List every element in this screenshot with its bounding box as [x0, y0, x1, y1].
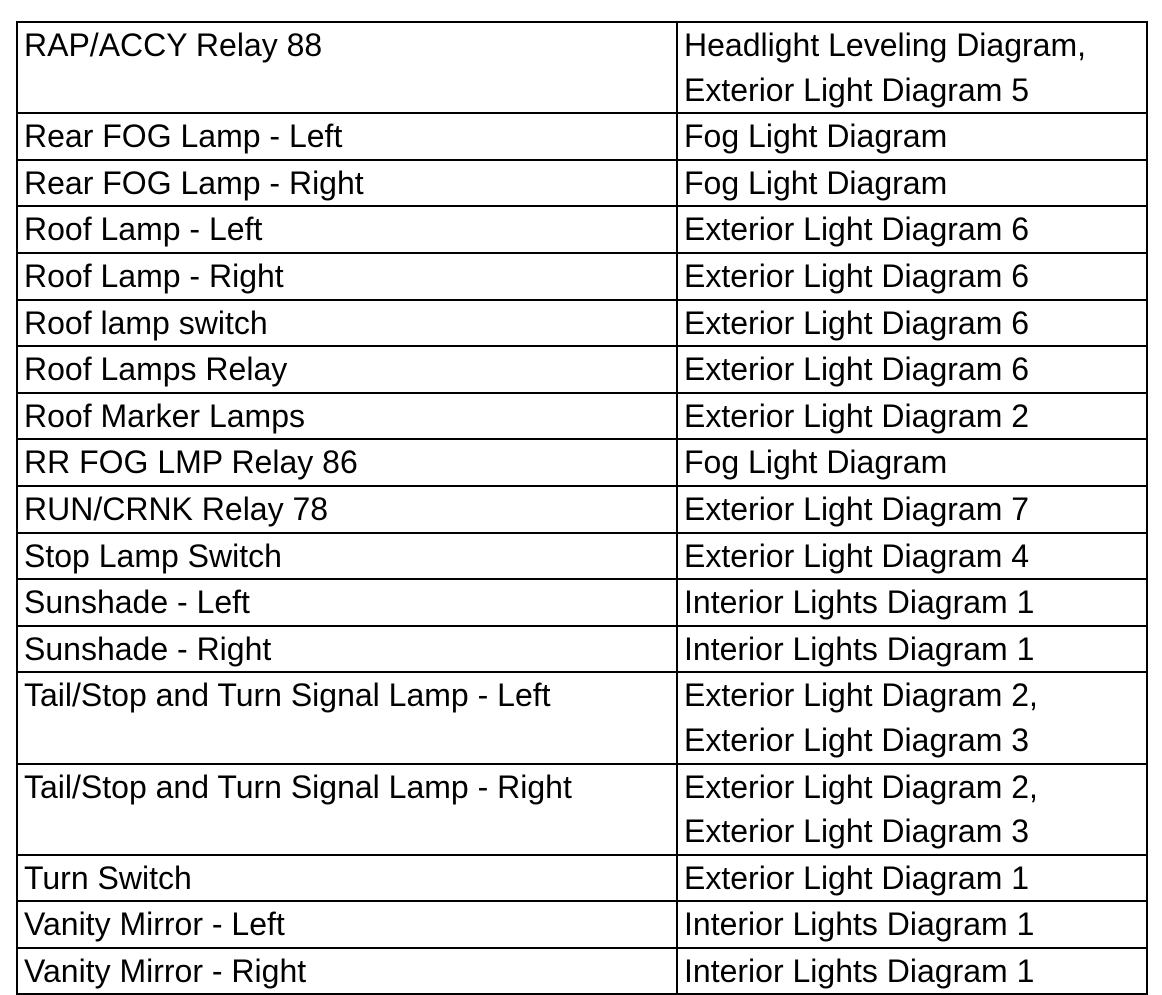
table-row — [17, 579, 1147, 626]
component-cell: Tail/Stop and Turn Signal Lamp - Right — [17, 764, 677, 855]
table-row — [17, 253, 1147, 300]
table-row — [17, 901, 1147, 948]
diagram-cell: Fog Light Diagram — [677, 160, 1147, 207]
diagram-cell: Interior Lights Diagram 1 — [677, 626, 1147, 673]
component-cell: Roof lamp switch — [17, 300, 677, 347]
diagram-cell: Exterior Light Diagram 2, Exterior Light Diagram 3 — [677, 672, 1147, 763]
component-diagram-table — [16, 21, 1148, 995]
table-row — [17, 393, 1147, 440]
diagram-cell: Exterior Light Diagram 6 — [677, 206, 1147, 253]
table-body — [17, 22, 1147, 994]
table-row — [17, 672, 1147, 763]
component-cell: Roof Lamp - Left — [17, 206, 677, 253]
diagram-cell: Exterior Light Diagram 7 — [677, 486, 1147, 533]
component-cell: RUN/CRNK Relay 78 — [17, 486, 677, 533]
component-cell: RAP/ACCY Relay 88 — [17, 22, 677, 113]
diagram-cell: Interior Lights Diagram 1 — [677, 948, 1147, 995]
table-row — [17, 486, 1147, 533]
diagram-cell: Exterior Light Diagram 6 — [677, 346, 1147, 393]
component-cell: Tail/Stop and Turn Signal Lamp - Left — [17, 672, 677, 763]
component-cell: Turn Switch — [17, 855, 677, 902]
diagram-cell: Exterior Light Diagram 6 — [677, 300, 1147, 347]
table-row — [17, 948, 1147, 995]
table-row — [17, 206, 1147, 253]
diagram-cell: Exterior Light Diagram 2 — [677, 393, 1147, 440]
component-cell: Vanity Mirror - Right — [17, 948, 677, 995]
diagram-cell: Fog Light Diagram — [677, 113, 1147, 160]
diagram-cell: Interior Lights Diagram 1 — [677, 901, 1147, 948]
component-cell: Sunshade - Left — [17, 579, 677, 626]
table-row — [17, 160, 1147, 207]
component-cell: RR FOG LMP Relay 86 — [17, 439, 677, 486]
component-cell: Roof Lamp - Right — [17, 253, 677, 300]
component-cell: Rear FOG Lamp - Right — [17, 160, 677, 207]
diagram-cell: Interior Lights Diagram 1 — [677, 579, 1147, 626]
table-row — [17, 346, 1147, 393]
component-cell: Rear FOG Lamp - Left — [17, 113, 677, 160]
diagram-cell: Fog Light Diagram — [677, 439, 1147, 486]
component-cell: Roof Marker Lamps — [17, 393, 677, 440]
table-row — [17, 22, 1147, 113]
diagram-cell: Headlight Leveling Diagram, Exterior Light Diagram 5 — [677, 22, 1147, 113]
diagram-cell: Exterior Light Diagram 4 — [677, 533, 1147, 580]
component-cell: Vanity Mirror - Left — [17, 901, 677, 948]
diagram-cell: Exterior Light Diagram 6 — [677, 253, 1147, 300]
component-cell: Sunshade - Right — [17, 626, 677, 673]
diagram-cell: Exterior Light Diagram 1 — [677, 855, 1147, 902]
diagram-cell: Exterior Light Diagram 2, Exterior Light Diagram 3 — [677, 764, 1147, 855]
table-row — [17, 855, 1147, 902]
table-row — [17, 533, 1147, 580]
table-row — [17, 626, 1147, 673]
component-cell: Stop Lamp Switch — [17, 533, 677, 580]
table-row — [17, 300, 1147, 347]
table-row — [17, 439, 1147, 486]
table-row — [17, 764, 1147, 855]
table-row — [17, 113, 1147, 160]
component-cell: Roof Lamps Relay — [17, 346, 677, 393]
